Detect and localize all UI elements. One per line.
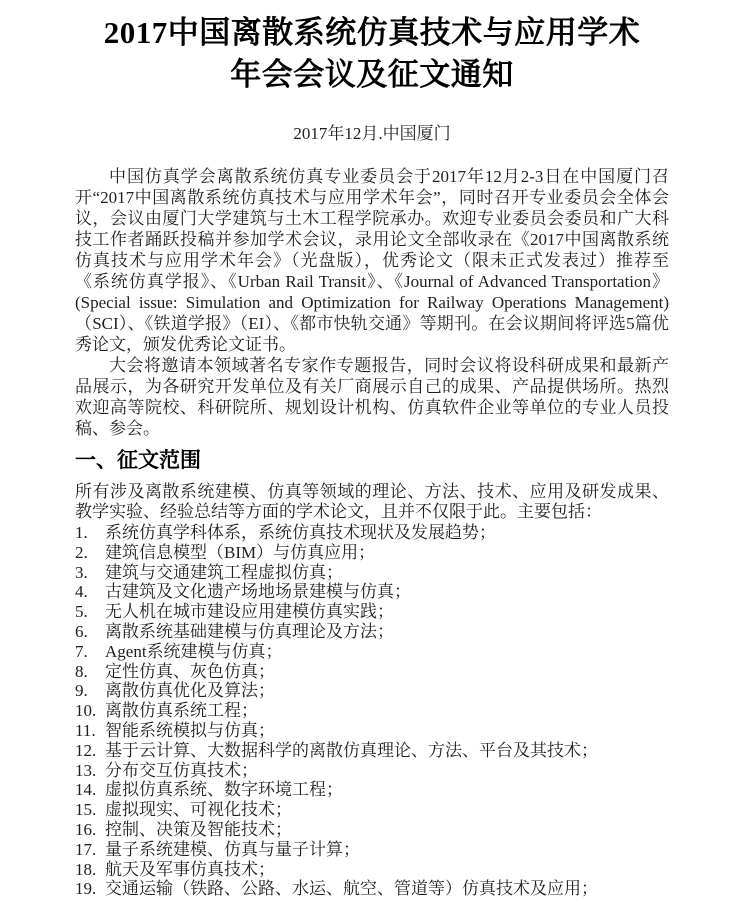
topic-number: 15.: [75, 800, 97, 820]
topic-text: 航天及军事仿真技术；: [105, 859, 275, 879]
topic-number: 9.: [75, 681, 88, 701]
topic-item: [75, 681, 669, 701]
document-title: [75, 12, 669, 96]
topic-number: 16.: [75, 819, 97, 839]
topic-text: 智能系统模拟与仿真；: [105, 720, 275, 740]
topic-number: 19.: [75, 879, 97, 899]
topic-number: 17.: [75, 839, 97, 859]
topic-number: 13.: [75, 760, 97, 780]
topic-text: 定性仿真、灰色仿真；: [105, 661, 275, 681]
topic-item: [75, 662, 669, 682]
section-heading-call-for-papers: 一、征文范围: [75, 449, 201, 472]
section-intro-scope: 所有涉及离散系统建模、仿真等领域的理论、方法、技术、应用及研发成果、教学实验、经验总结等方面的学术论文，且并不仅限于此。主要包括：: [75, 482, 669, 521]
document-title-line-2: 年会会议及征文通知: [230, 57, 514, 92]
topic-item: [75, 820, 669, 840]
topic-text: 交通运输（铁路、公路、水运、航空、管道等）仿真技术及应用；: [105, 879, 598, 899]
topic-number: 11.: [75, 720, 96, 740]
topic-text: 分布交互仿真技术；: [105, 760, 258, 780]
topic-number: 5.: [75, 602, 88, 622]
topic-number: 2.: [75, 542, 88, 562]
topic-text: 离散仿真优化及算法；: [105, 681, 275, 701]
topic-item: [75, 523, 669, 543]
topic-text: 虚拟仿真系统、数字环境工程；: [105, 780, 343, 800]
topic-text: 建筑与交通建筑工程虚拟仿真；: [105, 562, 343, 582]
topic-item: [75, 602, 669, 622]
topic-text: 系统仿真学科体系，系统仿真技术现状及发展趋势；: [105, 523, 496, 542]
topic-item: [75, 879, 669, 899]
topic-number: 18.: [75, 859, 97, 879]
topic-item: [75, 701, 669, 721]
topic-text: 虚拟现实、可视化技术；: [105, 800, 292, 820]
topic-number: 1.: [75, 523, 88, 542]
topic-text: 建筑信息模型（BIM）与仿真应用；: [105, 542, 376, 562]
topic-number: 3.: [75, 562, 88, 582]
topic-item: [75, 860, 669, 880]
topic-number: 8.: [75, 661, 88, 681]
topic-number: 14.: [75, 780, 97, 800]
topic-item: [75, 741, 669, 761]
topic-item: [75, 543, 669, 563]
topic-item: [75, 622, 669, 642]
topic-number: 12.: [75, 740, 97, 760]
topic-item: [75, 761, 669, 781]
document-title-line-1: 2017中国离散系统仿真技术与应用学术: [103, 15, 641, 50]
topic-item: [75, 721, 669, 741]
topic-text: 离散系统基础建模与仿真理论及方法；: [105, 621, 394, 641]
topic-list: [75, 523, 669, 899]
paragraph-conference-overview: 中国仿真学会离散系统仿真专业委员会于2017年12月2-3日在中国厦门召开“2017中国离散系统仿真技术与应用学术年会”，同时召开专业委员会全体会议，会议由厦门大学建筑与土木工程学院承办。欢迎专业委员会委员和广大科技工作者踊跃投稿并参加学术会议，录用论文全部收录在《2017中国离散系统仿真技术与应用学术年会》（光盘版），优秀论文（限未正式发表过）推荐至《系统仿真学报》、《Urban Rail Transit》、《Journal of Advanced Transportation》(Special issue: Simulation and Optimization for Railway Operations Management)（SCI）、《铁道学报》（EI）、《都市快轨交通》等期刊。在会议期间将评选5篇优秀论文，颁发优秀论文证书。: [75, 167, 669, 354]
topic-item: [75, 780, 669, 800]
topic-number: 6.: [75, 621, 88, 641]
document-subtitle: 2017年12月.中国厦门: [293, 124, 451, 143]
topic-text: 离散仿真系统工程；: [105, 701, 258, 721]
topic-number: 10.: [75, 701, 97, 721]
topic-text: 无人机在城市建设应用建模仿真实践；: [105, 602, 394, 622]
topic-number: 4.: [75, 582, 88, 602]
topic-text: 控制、决策及智能技术；: [105, 819, 292, 839]
topic-item: [75, 840, 669, 860]
topic-text: Agent系统建模与仿真；: [105, 641, 283, 661]
topic-item: [75, 800, 669, 820]
topic-text: 古建筑及文化遗产场地场景建模与仿真；: [105, 582, 411, 602]
paragraph-invitation: 大会将邀请本领域著名专家作专题报告，同时会议将设科研成果和最新产品展示，为各研究开发单位及有关厂商展示自己的成果、产品提供场所。热烈欢迎高等院校、科研院所、规划设计机构、仿真软件企业等单位的专业人员投稿、参会。: [75, 356, 669, 438]
topic-text: 基于云计算、大数据科学的离散仿真理论、方法、平台及其技术；: [105, 740, 598, 760]
topic-item: [75, 582, 669, 602]
topic-number: 7.: [75, 641, 88, 661]
topic-item: [75, 563, 669, 583]
topic-text: 量子系统建模、仿真与量子计算；: [105, 839, 360, 859]
topic-item: [75, 642, 669, 662]
